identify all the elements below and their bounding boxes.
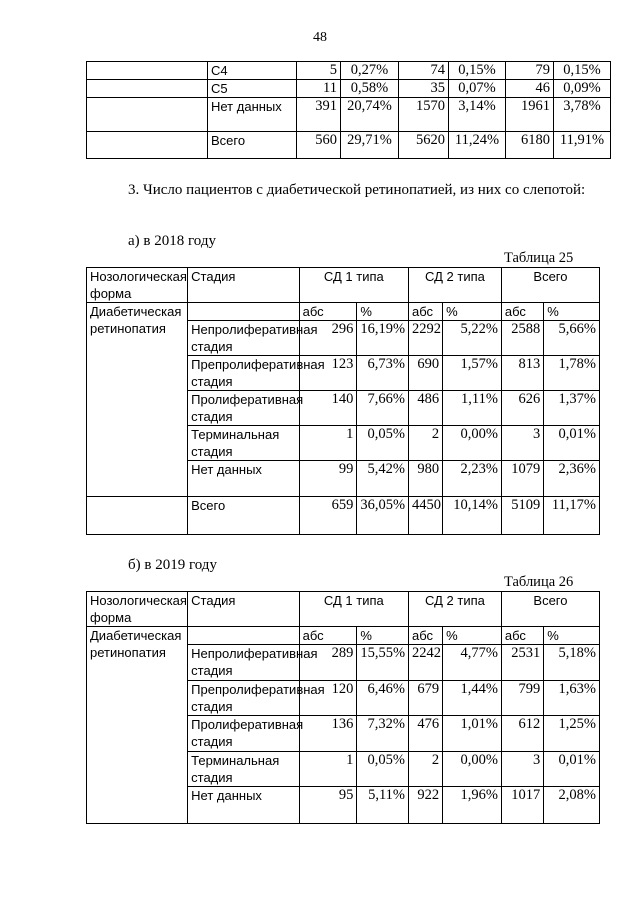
abs-value: 813 bbox=[501, 356, 543, 391]
abs-value: 476 bbox=[409, 716, 443, 752]
table-row bbox=[87, 132, 611, 159]
pct-value: 7,66% bbox=[357, 391, 409, 426]
table-cell bbox=[87, 98, 208, 132]
nosology-form: Диабетическая ретинопатия bbox=[87, 627, 188, 824]
column-header-sd2: СД 2 типа bbox=[409, 592, 502, 627]
column-header-sd1: СД 1 типа bbox=[299, 268, 408, 303]
paragraph: 3. Число пациентов с диабетической ретинопатией, из них со слепотой: bbox=[128, 182, 586, 198]
table-cell bbox=[87, 80, 208, 98]
pct-value: 6,46% bbox=[357, 681, 409, 716]
table-cell: 3,78% bbox=[554, 98, 611, 132]
pct-value: 0,00% bbox=[443, 752, 502, 787]
nosology-form: Диабетическая ретинопатия bbox=[87, 303, 188, 497]
abs-value: 612 bbox=[501, 716, 543, 752]
pct-header: % bbox=[357, 627, 409, 645]
pct-value: 1,78% bbox=[544, 356, 600, 391]
table-cell: 11,24% bbox=[449, 132, 506, 159]
abs-value: 136 bbox=[299, 716, 357, 752]
stage-label: Терминальная стадия bbox=[188, 752, 299, 787]
pct-value: 1,63% bbox=[544, 681, 600, 716]
table-cell: 74 bbox=[399, 62, 449, 80]
header-row bbox=[87, 268, 600, 303]
pct-value: 1,11% bbox=[443, 391, 502, 426]
abs-value: 140 bbox=[299, 391, 357, 426]
abs-value: 690 bbox=[409, 356, 443, 391]
row-label: Нет данных bbox=[208, 98, 297, 132]
abs-value: 486 bbox=[409, 391, 443, 426]
table-cell: 20,74% bbox=[341, 98, 399, 132]
column-header-nosology: Нозологическая форма bbox=[87, 592, 188, 627]
table-cell: 0,58% bbox=[341, 80, 399, 98]
pct-value: 1,01% bbox=[443, 716, 502, 752]
abs-value: 99 bbox=[299, 461, 357, 497]
table-cell: 1961 bbox=[506, 98, 554, 132]
pct-value: 0,01% bbox=[544, 752, 600, 787]
pct-value: 0,05% bbox=[357, 426, 409, 461]
pct-value: 5,42% bbox=[357, 461, 409, 497]
pct-value: 5,11% bbox=[357, 787, 409, 824]
abs-value: 296 bbox=[299, 321, 357, 356]
column-header-nosology: Нозологическая форма bbox=[87, 268, 188, 303]
stage-label: Нет данных bbox=[188, 787, 299, 824]
table-cell: 11,91% bbox=[554, 132, 611, 159]
pct-value: 1,37% bbox=[544, 391, 600, 426]
stage-label: Всего bbox=[188, 497, 299, 535]
table-cell: 391 bbox=[297, 98, 341, 132]
pct-value: 5,22% bbox=[443, 321, 502, 356]
pct-value: 11,17% bbox=[544, 497, 600, 535]
abs-value: 2 bbox=[409, 426, 443, 461]
abs-header: абс bbox=[409, 303, 443, 321]
table-25 bbox=[86, 267, 600, 535]
column-header-total: Всего bbox=[501, 592, 599, 627]
stage-label: Пролиферативная стадия bbox=[188, 391, 299, 426]
table-cell: 5620 bbox=[399, 132, 449, 159]
table-cell: 560 bbox=[297, 132, 341, 159]
abs-header: абс bbox=[299, 627, 357, 645]
abs-header: абс bbox=[501, 303, 543, 321]
pct-value: 1,25% bbox=[544, 716, 600, 752]
stage-label: Непролиферативная стадия bbox=[188, 645, 299, 681]
stage-label: Нет данных bbox=[188, 461, 299, 497]
table-cell: 6180 bbox=[506, 132, 554, 159]
pct-value: 5,18% bbox=[544, 645, 600, 681]
pct-value: 5,66% bbox=[544, 321, 600, 356]
empty-cell bbox=[87, 497, 188, 535]
subheader-row bbox=[87, 627, 600, 645]
table-cell bbox=[87, 132, 208, 159]
table-row bbox=[87, 62, 611, 80]
pct-header: % bbox=[357, 303, 409, 321]
table26-caption: Таблица 26 bbox=[504, 574, 574, 590]
pct-value: 0,05% bbox=[357, 752, 409, 787]
stage-label: Непролиферативная стадия bbox=[188, 321, 299, 356]
pct-header: % bbox=[544, 627, 600, 645]
abs-value: 95 bbox=[299, 787, 357, 824]
empty-cell bbox=[188, 303, 299, 321]
abs-value: 679 bbox=[409, 681, 443, 716]
abs-header: абс bbox=[409, 627, 443, 645]
table-row bbox=[87, 98, 611, 132]
top-table bbox=[86, 61, 611, 159]
page-number: 48 bbox=[313, 30, 327, 45]
column-header-total: Всего bbox=[501, 268, 599, 303]
abs-value: 289 bbox=[299, 645, 357, 681]
pct-value: 15,55% bbox=[357, 645, 409, 681]
stage-label: Препролиферативная стадия bbox=[188, 681, 299, 716]
pct-value: 1,96% bbox=[443, 787, 502, 824]
abs-value: 2588 bbox=[501, 321, 543, 356]
pct-value: 0,00% bbox=[443, 426, 502, 461]
pct-header: % bbox=[544, 303, 600, 321]
pct-value: 4,77% bbox=[443, 645, 502, 681]
subheader-row bbox=[87, 303, 600, 321]
abs-value: 1 bbox=[299, 426, 357, 461]
pct-value: 7,32% bbox=[357, 716, 409, 752]
table-cell: 3,14% bbox=[449, 98, 506, 132]
table-cell: 0,09% bbox=[554, 80, 611, 98]
stage-label: Препролиферативная стадия bbox=[188, 356, 299, 391]
pct-header: % bbox=[443, 303, 502, 321]
abs-header: абс bbox=[299, 303, 357, 321]
table-cell: 0,07% bbox=[449, 80, 506, 98]
abs-value: 799 bbox=[501, 681, 543, 716]
table25-caption: Таблица 25 bbox=[504, 250, 574, 266]
stage-label: Пролиферативная стадия bbox=[188, 716, 299, 752]
section-a-heading: а) в 2018 году bbox=[128, 233, 216, 249]
abs-value: 5109 bbox=[501, 497, 543, 535]
pct-value: 36,05% bbox=[357, 497, 409, 535]
table-cell: 1570 bbox=[399, 98, 449, 132]
abs-value: 2292 bbox=[409, 321, 443, 356]
table-cell: 35 bbox=[399, 80, 449, 98]
pct-header: % bbox=[443, 627, 502, 645]
row-label: Всего bbox=[208, 132, 297, 159]
row-label: С5 bbox=[208, 80, 297, 98]
pct-value: 2,36% bbox=[544, 461, 600, 497]
abs-value: 1079 bbox=[501, 461, 543, 497]
table-cell: 0,27% bbox=[341, 62, 399, 80]
table-cell: 0,15% bbox=[449, 62, 506, 80]
table-26 bbox=[86, 591, 600, 824]
abs-value: 120 bbox=[299, 681, 357, 716]
pct-value: 16,19% bbox=[357, 321, 409, 356]
abs-value: 922 bbox=[409, 787, 443, 824]
table-row bbox=[87, 80, 611, 98]
abs-value: 4450 bbox=[409, 497, 443, 535]
abs-value: 2531 bbox=[501, 645, 543, 681]
abs-value: 1017 bbox=[501, 787, 543, 824]
table-cell: 29,71% bbox=[341, 132, 399, 159]
pct-value: 10,14% bbox=[443, 497, 502, 535]
pct-value: 0,01% bbox=[544, 426, 600, 461]
section-b-heading: б) в 2019 году bbox=[128, 557, 217, 573]
table-cell: 79 bbox=[506, 62, 554, 80]
abs-value: 123 bbox=[299, 356, 357, 391]
column-header-sd2: СД 2 типа bbox=[409, 268, 502, 303]
column-header-stage: Стадия bbox=[188, 268, 299, 303]
pct-value: 6,73% bbox=[357, 356, 409, 391]
empty-cell bbox=[188, 627, 299, 645]
table-cell: 0,15% bbox=[554, 62, 611, 80]
abs-value: 2242 bbox=[409, 645, 443, 681]
abs-value: 980 bbox=[409, 461, 443, 497]
abs-value: 626 bbox=[501, 391, 543, 426]
column-header-sd1: СД 1 типа bbox=[299, 592, 408, 627]
pct-value: 1,57% bbox=[443, 356, 502, 391]
abs-value: 3 bbox=[501, 752, 543, 787]
pct-value: 2,08% bbox=[544, 787, 600, 824]
pct-value: 1,44% bbox=[443, 681, 502, 716]
abs-value: 659 bbox=[299, 497, 357, 535]
abs-header: абс bbox=[501, 627, 543, 645]
abs-value: 2 bbox=[409, 752, 443, 787]
table-cell: 11 bbox=[297, 80, 341, 98]
pct-value: 2,23% bbox=[443, 461, 502, 497]
table-cell: 5 bbox=[297, 62, 341, 80]
table-cell bbox=[87, 62, 208, 80]
header-row bbox=[87, 592, 600, 627]
abs-value: 1 bbox=[299, 752, 357, 787]
abs-value: 3 bbox=[501, 426, 543, 461]
table-cell: 46 bbox=[506, 80, 554, 98]
column-header-stage: Стадия bbox=[188, 592, 299, 627]
stage-label: Терминальная стадия bbox=[188, 426, 299, 461]
row-label: С4 bbox=[208, 62, 297, 80]
total-row bbox=[87, 497, 600, 535]
